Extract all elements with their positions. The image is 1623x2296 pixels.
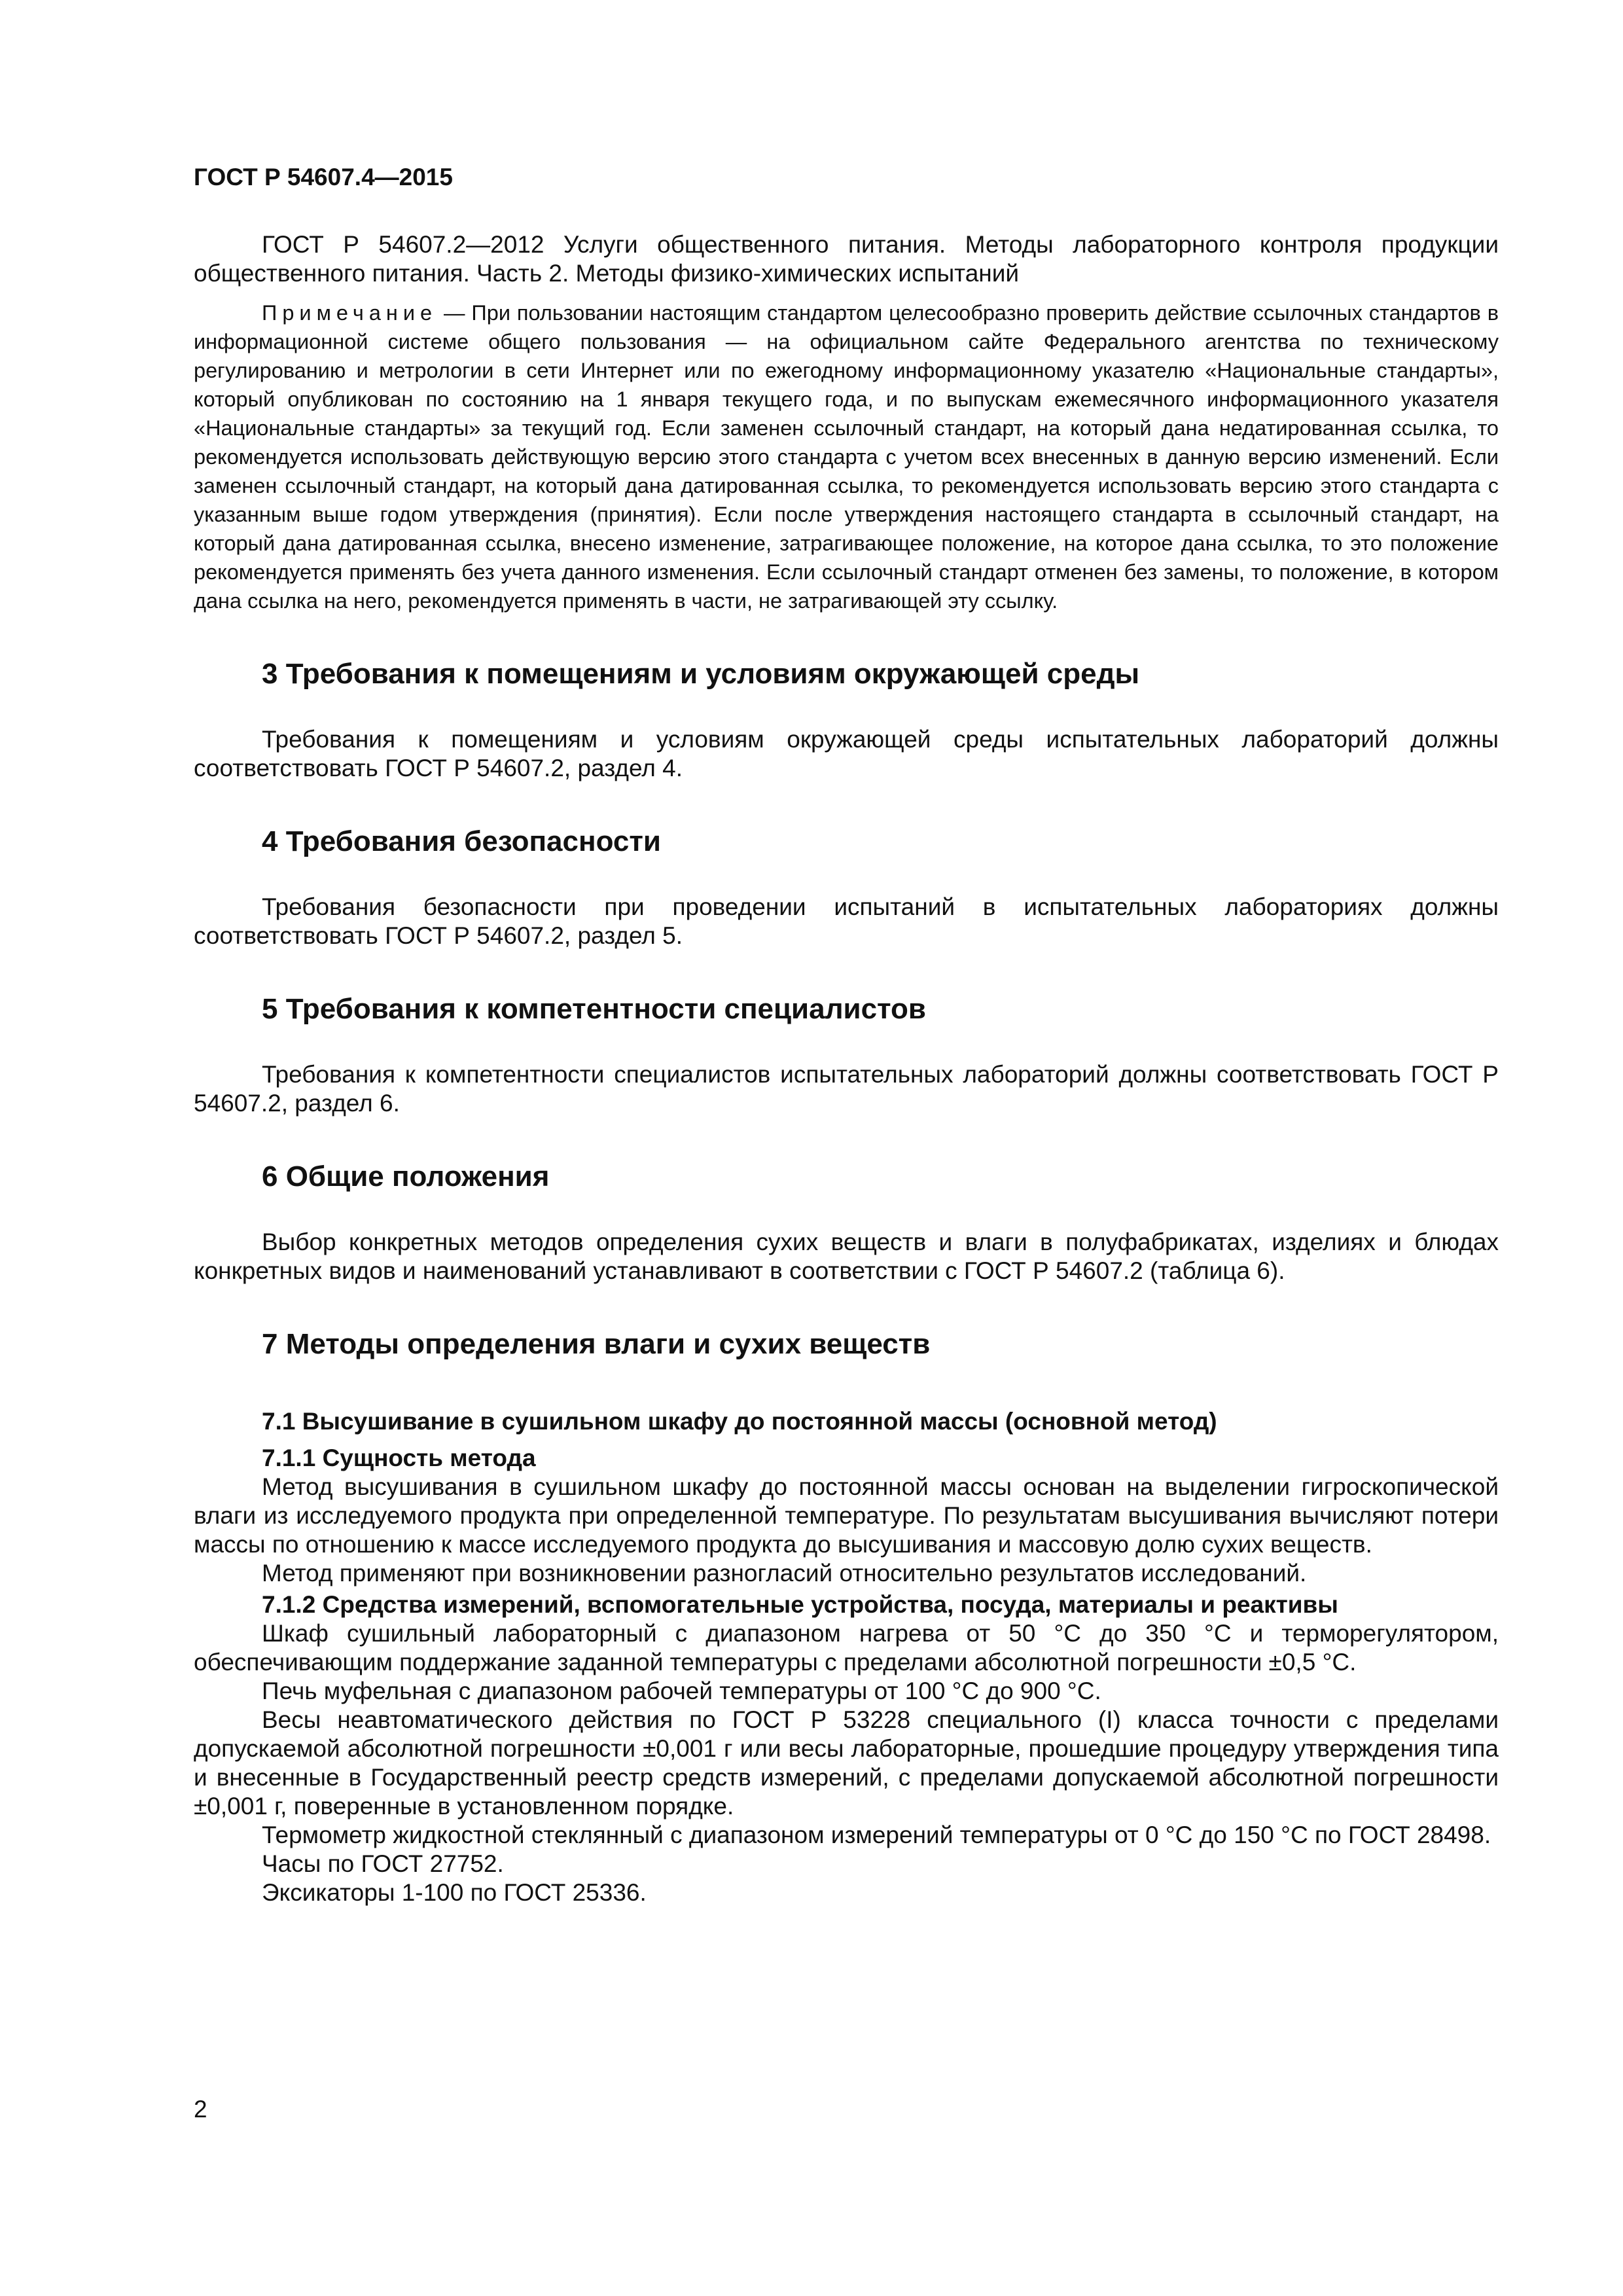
paragraph-7-1-2-d: Термометр жидкостной стеклянный с диапазоном измерений температуры от 0 °С до 150 °С по ГОСТ 28498. [262,1821,1491,1848]
subsection-7-1-2-title: 7.1.2 Средства измерений, вспомогательные устройства, посуда, материалы и реактивы [262,1591,1338,1618]
page-number: 2 [194,2096,207,2123]
paragraph-7-1-2-f: Эксикаторы 1-100 по ГОСТ 25336. [262,1879,647,1906]
document-header: ГОСТ Р 54607.4—2015 [194,164,453,190]
paragraph-7-1-2-b: Печь муфельная с диапазоном рабочей температуры от 100 °С до 900 °С. [262,1677,1101,1704]
section-3-title: 3 Требования к помещениям и условиям окружающей среды [262,658,1140,690]
document-page [194,164,1499,1907]
section-7-title: 7 Методы определения влаги и сухих веществ [262,1328,931,1360]
subsection-7-1-title: 7.1 Высушивание в сушильном шкафу до постоянной массы (основной метод) [262,1408,1217,1435]
paragraph-7-1-1-b: Метод применяют при возникновении разногласий относительно результатов исследований. [262,1560,1307,1587]
paragraph-7-1-1-a: Метод высушивания в сушильном шкафу до постоянной массы основан на выделении гигроскопической влаги из исследуемого продукта при определенной температуре. По результатам высушивания вычисляют потери массы по отношению к массе исследуемого продукта до высушивания и массовую долю сухих веществ. [194,1473,1499,1558]
section-4-text: Требования безопасности при проведении испытаний в испытательных лабораториях должны соответствовать ГОСТ Р 54607.2, раздел 5. [194,893,1499,949]
section-3-text: Требования к помещениям и условиям окружающей среды испытательных лабораторий должны соответствовать ГОСТ Р 54607.2, раздел 4. [194,726,1499,781]
note-paragraph [194,298,1499,615]
paragraph-7-1-2-e: Часы по ГОСТ 27752. [262,1850,504,1877]
section-5-text: Требования к компетентности специалистов испытательных лабораторий должны соответствовать ГОСТ Р 54607.2, раздел 6. [194,1061,1499,1117]
section-4-title: 4 Требования безопасности [262,825,661,857]
reference-paragraph: ГОСТ Р 54607.2—2012 Услуги общественного питания. Методы лабораторного контроля продукции общественного питания. Часть 2. Методы физико-химических испытаний [194,231,1499,287]
section-6-title: 6 Общие положения [262,1160,550,1193]
section-6-text: Выбор конкретных методов определения сухих веществ и влаги в полуфабрикатах, изделиях и блюдах конкретных видов и наименований устанавливают в соответствии с ГОСТ Р 54607.2 (таблица 6). [194,1229,1499,1284]
paragraph-7-1-2-a: Шкаф сушильный лабораторный с диапазоном нагрева от 50 °С до 350 °С и терморегулятором, обеспечивающим поддержание заданной температуры с пределами абсолютной погрешности ±0,5 °С. [194,1620,1499,1676]
subsection-7-1-1-title: 7.1.1 Сущность метода [262,1444,536,1471]
note-text: — При пользовании настоящим стандартом целесообразно проверить действие ссылочных стандартов в информационной системе общего пользования — на официальном сайте Федерального агентства по техническому регулированию и метрологии в сети Интернет или по ежегодному информационному указателю «Национальные стандарты», который опубликован по состоянию на 1 января текущего года, и по выпускам ежемесячного информационного указателя «Национальные стандарты» за текущий год. Если заменен ссылочный стандарт, на который дана недатированная ссылка, то рекомендуется использовать действующую версию этого стандарта с учетом всех внесенных в данную версию изменений. Если заменен ссылочный стандарт, на который дана датированная ссылка, то рекомендуется использовать версию этого стандарта с указанным выше годом утверждения (принятия). Если после утверждения настоящего стандарта в ссылочный стандарт, на который дана датированная ссылка, внесено изменение, затрагивающее положение, на которое дана ссылка, то это положение рекомендуется применять без учета данного изменения. Если ссылочный стандарт отменен без замены, то положение, в котором дана ссылка на него, рекомендуется применять в части, не затрагивающей эту ссылку. [194,301,1499,613]
paragraph-7-1-2-c: Весы неавтоматического действия по ГОСТ Р 53228 специального (I) класса точности с пределами допускаемой абсолютной погрешности ±0,001 г или весы лабораторные, прошедшие процедуру утверждения типа и внесенные в Государственный реестр средств измерений, с пределами допускаемой абсолютной погрешности ±0,001 г, поверенные в установленном порядке. [194,1706,1499,1820]
note-label: Примечание [262,301,438,325]
section-5-title: 5 Требования к компетентности специалистов [262,993,926,1025]
